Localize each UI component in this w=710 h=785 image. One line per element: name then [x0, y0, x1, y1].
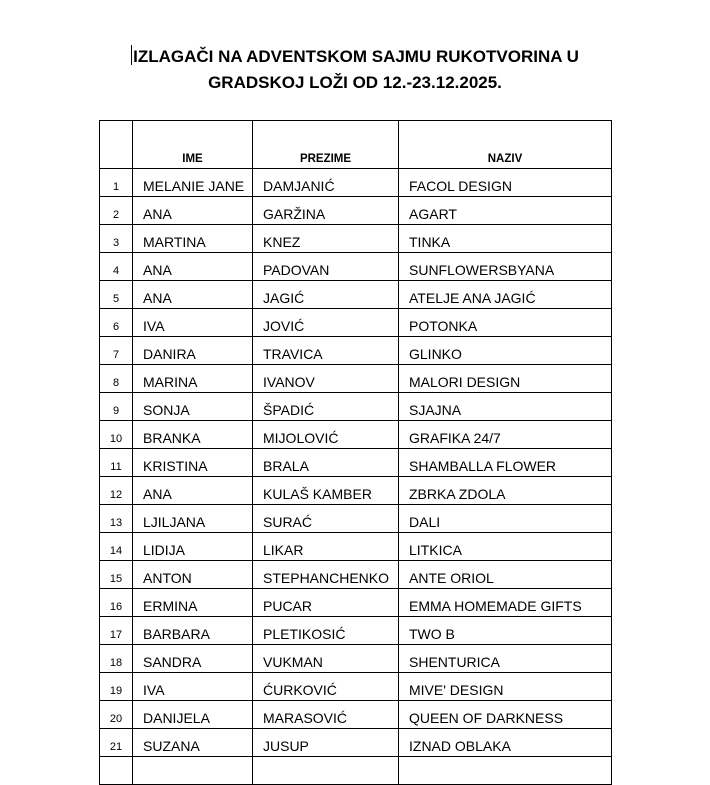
- header-row: [100, 121, 612, 169]
- cell-naziv: AGART: [399, 197, 612, 225]
- cell-ime: MARINA: [133, 365, 253, 393]
- table-row: [100, 393, 612, 421]
- cell-prezime: [253, 757, 399, 785]
- title-line-1: [0, 44, 710, 70]
- row-number: 21: [100, 729, 133, 757]
- cell-naziv: GRAFIKA 24/7: [399, 421, 612, 449]
- cell-naziv: EMMA HOMEMADE GIFTS: [399, 589, 612, 617]
- header-ime: IME: [133, 121, 253, 169]
- row-number: 19: [100, 673, 133, 701]
- row-number: 15: [100, 561, 133, 589]
- cell-naziv: ZBRKA ZDOLA: [399, 477, 612, 505]
- cell-prezime: BRALA: [253, 449, 399, 477]
- table-row: [100, 589, 612, 617]
- cell-prezime: PLETIKOSIĆ: [253, 617, 399, 645]
- row-number: 9: [100, 393, 133, 421]
- table-row: [100, 617, 612, 645]
- cell-prezime: STEPHANCHENKO: [253, 561, 399, 589]
- row-number: 13: [100, 505, 133, 533]
- cell-naziv: LITKICA: [399, 533, 612, 561]
- cell-prezime: PUCAR: [253, 589, 399, 617]
- cell-ime: LJILJANA: [133, 505, 253, 533]
- row-number: 8: [100, 365, 133, 393]
- cell-prezime: LIKAR: [253, 533, 399, 561]
- row-number: 14: [100, 533, 133, 561]
- row-number: 16: [100, 589, 133, 617]
- table-row: [100, 645, 612, 673]
- cell-naziv: SUNFLOWERSBYANA: [399, 253, 612, 281]
- header-prezime: PREZIME: [253, 121, 399, 169]
- cell-naziv: MALORI DESIGN: [399, 365, 612, 393]
- cell-ime: BRANKA: [133, 421, 253, 449]
- cell-naziv: ATELJE ANA JAGIĆ: [399, 281, 612, 309]
- row-number: 17: [100, 617, 133, 645]
- table-row: [100, 365, 612, 393]
- cell-naziv: DALI: [399, 505, 612, 533]
- table-row: [100, 281, 612, 309]
- cell-ime: IVA: [133, 309, 253, 337]
- row-number: 2: [100, 197, 133, 225]
- cell-ime: ANA: [133, 477, 253, 505]
- table-row: [100, 169, 612, 197]
- cell-ime: ANA: [133, 281, 253, 309]
- cell-prezime: JUSUP: [253, 729, 399, 757]
- table-row: [100, 337, 612, 365]
- row-number: 11: [100, 449, 133, 477]
- cell-ime: LIDIJA: [133, 533, 253, 561]
- cell-naziv: FACOL DESIGN: [399, 169, 612, 197]
- cell-ime: MARTINA: [133, 225, 253, 253]
- cell-ime: DANIRA: [133, 337, 253, 365]
- cell-naziv: TINKA: [399, 225, 612, 253]
- cell-naziv: QUEEN OF DARKNESS: [399, 701, 612, 729]
- cell-ime: KRISTINA: [133, 449, 253, 477]
- cell-ime: SUZANA: [133, 729, 253, 757]
- cell-naziv: MIVE' DESIGN: [399, 673, 612, 701]
- cell-prezime: VUKMAN: [253, 645, 399, 673]
- row-number: [100, 757, 133, 785]
- table-row: [100, 253, 612, 281]
- exhibitors-table: [99, 120, 612, 785]
- cell-prezime: KNEZ: [253, 225, 399, 253]
- row-number: 1: [100, 169, 133, 197]
- table-row: [100, 505, 612, 533]
- cell-ime: DANIJELA: [133, 701, 253, 729]
- title-line-2: GRADSKOJ LOŽI OD 12.-23.12.2025.: [208, 73, 502, 92]
- row-number: 5: [100, 281, 133, 309]
- cell-prezime: KULAŠ KAMBER: [253, 477, 399, 505]
- cell-prezime: PADOVAN: [253, 253, 399, 281]
- cell-prezime: IVANOV: [253, 365, 399, 393]
- cell-ime: MELANIE JANE: [133, 169, 253, 197]
- cell-naziv: TWO B: [399, 617, 612, 645]
- row-number: 4: [100, 253, 133, 281]
- cell-prezime: DAMJANIĆ: [253, 169, 399, 197]
- table-row: [100, 421, 612, 449]
- cell-prezime: SURAĆ: [253, 505, 399, 533]
- row-number: 3: [100, 225, 133, 253]
- table-row: [100, 533, 612, 561]
- table-row: [100, 701, 612, 729]
- cell-naziv: SJAJNA: [399, 393, 612, 421]
- row-number: 6: [100, 309, 133, 337]
- cell-ime: ERMINA: [133, 589, 253, 617]
- row-number: 10: [100, 421, 133, 449]
- cell-naziv: [399, 757, 612, 785]
- cell-ime: ANTON: [133, 561, 253, 589]
- cell-naziv: SHENTURICA: [399, 645, 612, 673]
- cell-prezime: TRAVICA: [253, 337, 399, 365]
- cell-ime: SANDRA: [133, 645, 253, 673]
- cell-naziv: IZNAD OBLAKA: [399, 729, 612, 757]
- cell-ime: ANA: [133, 197, 253, 225]
- row-number: 12: [100, 477, 133, 505]
- text-cursor: [131, 45, 132, 65]
- cell-prezime: ĆURKOVIĆ: [253, 673, 399, 701]
- table-row: [100, 449, 612, 477]
- cell-naziv: ANTE ORIOL: [399, 561, 612, 589]
- table-row: [100, 477, 612, 505]
- cell-ime: IVA: [133, 673, 253, 701]
- cell-ime: BARBARA: [133, 617, 253, 645]
- cell-ime: [133, 757, 253, 785]
- table-row: [100, 225, 612, 253]
- table-row: [100, 673, 612, 701]
- table-row: [100, 561, 612, 589]
- table-body: [100, 169, 612, 785]
- document-title: [0, 44, 710, 96]
- row-number: 7: [100, 337, 133, 365]
- table-row: [100, 729, 612, 757]
- cell-naziv: GLINKO: [399, 337, 612, 365]
- table-row: [100, 197, 612, 225]
- cell-naziv: POTONKA: [399, 309, 612, 337]
- row-number: 20: [100, 701, 133, 729]
- table-row: [100, 757, 612, 785]
- cell-prezime: ŠPADIĆ: [253, 393, 399, 421]
- header-naziv: NAZIV: [399, 121, 612, 169]
- cell-ime: ANA: [133, 253, 253, 281]
- table-row: [100, 309, 612, 337]
- cell-prezime: JOVIĆ: [253, 309, 399, 337]
- cell-prezime: GARŽINA: [253, 197, 399, 225]
- cell-prezime: MIJOLOVIĆ: [253, 421, 399, 449]
- cell-prezime: MARASOVIĆ: [253, 701, 399, 729]
- row-number: 18: [100, 645, 133, 673]
- cell-naziv: SHAMBALLA FLOWER: [399, 449, 612, 477]
- title-line-1-text: IZLAGAČI NA ADVENTSKOM SAJMU RUKOTVORINA U: [133, 47, 579, 66]
- cell-ime: SONJA: [133, 393, 253, 421]
- cell-prezime: JAGIĆ: [253, 281, 399, 309]
- header-num: [100, 121, 133, 169]
